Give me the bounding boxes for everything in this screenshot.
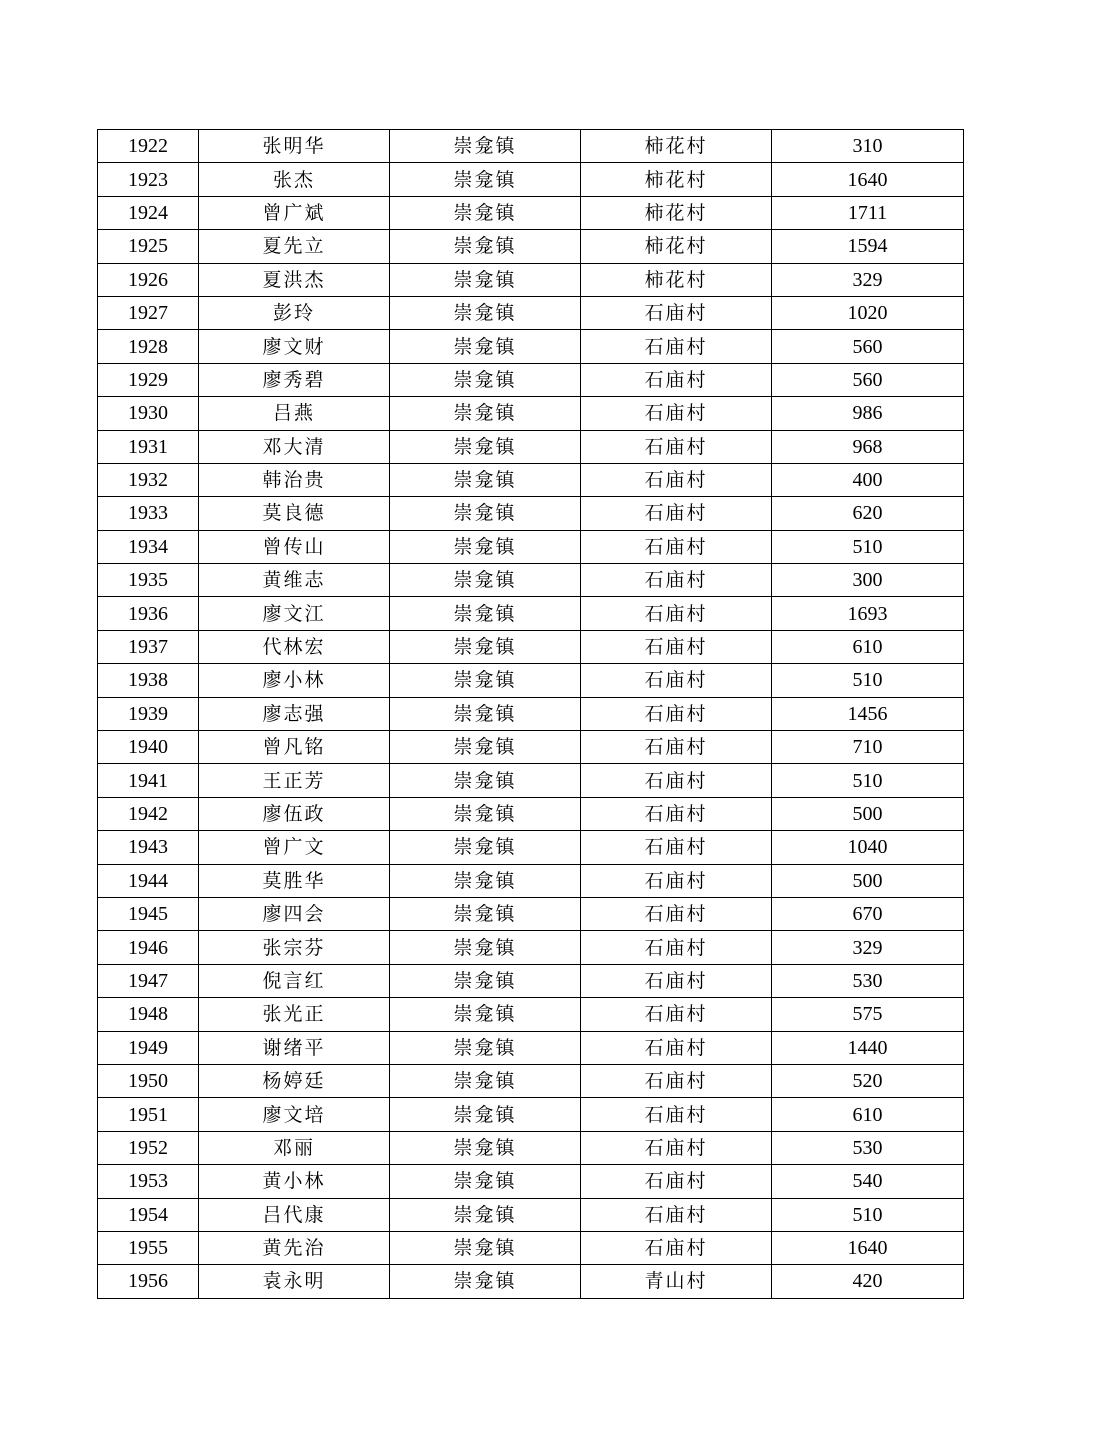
table-row (98, 1165, 964, 1198)
village-cell: 石庙村 (581, 363, 772, 396)
town-cell: 崇龛镇 (390, 964, 581, 997)
amount-cell: 1040 (772, 831, 964, 864)
amount-cell: 560 (772, 363, 964, 396)
village-cell: 石庙村 (581, 564, 772, 597)
name-cell: 杨婷廷 (199, 1064, 390, 1097)
name-cell: 吕燕 (199, 397, 390, 430)
village-cell: 石庙村 (581, 497, 772, 530)
name-cell: 张杰 (199, 163, 390, 196)
town-cell: 崇龛镇 (390, 1231, 581, 1264)
village-cell: 石庙村 (581, 597, 772, 630)
amount-cell: 575 (772, 998, 964, 1031)
name-cell: 邓大清 (199, 430, 390, 463)
name-cell: 莫良德 (199, 497, 390, 530)
row-number-cell: 1926 (98, 263, 199, 296)
town-cell: 崇龛镇 (390, 597, 581, 630)
amount-cell: 610 (772, 1098, 964, 1131)
table-row (98, 497, 964, 530)
town-cell: 崇龛镇 (390, 463, 581, 496)
village-cell: 石庙村 (581, 1031, 772, 1064)
row-number-cell: 1933 (98, 497, 199, 530)
row-number-cell: 1922 (98, 130, 199, 163)
table-row (98, 1198, 964, 1231)
table-row (98, 931, 964, 964)
amount-cell: 670 (772, 897, 964, 930)
name-cell: 廖志强 (199, 697, 390, 730)
amount-cell: 300 (772, 564, 964, 597)
town-cell: 崇龛镇 (390, 1265, 581, 1298)
town-cell: 崇龛镇 (390, 1031, 581, 1064)
amount-cell: 329 (772, 263, 964, 296)
town-cell: 崇龛镇 (390, 330, 581, 363)
name-cell: 廖文江 (199, 597, 390, 630)
town-cell: 崇龛镇 (390, 296, 581, 329)
table-row (98, 697, 964, 730)
table-row (98, 764, 964, 797)
row-number-cell: 1937 (98, 630, 199, 663)
table-row (98, 964, 964, 997)
town-cell: 崇龛镇 (390, 797, 581, 830)
table-row (98, 196, 964, 229)
amount-cell: 510 (772, 664, 964, 697)
row-number-cell: 1935 (98, 564, 199, 597)
village-cell: 石庙村 (581, 296, 772, 329)
amount-cell: 530 (772, 964, 964, 997)
row-number-cell: 1936 (98, 597, 199, 630)
amount-cell: 500 (772, 797, 964, 830)
row-number-cell: 1925 (98, 230, 199, 263)
amount-cell: 1640 (772, 1231, 964, 1264)
town-cell: 崇龛镇 (390, 363, 581, 396)
row-number-cell: 1930 (98, 397, 199, 430)
village-cell: 石庙村 (581, 897, 772, 930)
name-cell: 莫胜华 (199, 864, 390, 897)
amount-cell: 560 (772, 330, 964, 363)
table-row (98, 530, 964, 563)
name-cell: 廖文培 (199, 1098, 390, 1131)
name-cell: 代林宏 (199, 630, 390, 663)
amount-cell: 520 (772, 1064, 964, 1097)
town-cell: 崇龛镇 (390, 130, 581, 163)
amount-cell: 400 (772, 463, 964, 496)
table-row (98, 230, 964, 263)
row-number-cell: 1923 (98, 163, 199, 196)
row-number-cell: 1953 (98, 1165, 199, 1198)
name-cell: 黄维志 (199, 564, 390, 597)
row-number-cell: 1948 (98, 998, 199, 1031)
amount-cell: 500 (772, 864, 964, 897)
town-cell: 崇龛镇 (390, 263, 581, 296)
row-number-cell: 1951 (98, 1098, 199, 1131)
row-number-cell: 1945 (98, 897, 199, 930)
table-row (98, 897, 964, 930)
row-number-cell: 1928 (98, 330, 199, 363)
village-cell: 石庙村 (581, 964, 772, 997)
name-cell: 吕代康 (199, 1198, 390, 1231)
table-row (98, 430, 964, 463)
table-row (98, 130, 964, 163)
name-cell: 廖伍政 (199, 797, 390, 830)
row-number-cell: 1942 (98, 797, 199, 830)
amount-cell: 420 (772, 1265, 964, 1298)
row-number-cell: 1952 (98, 1131, 199, 1164)
row-number-cell: 1949 (98, 1031, 199, 1064)
village-cell: 石庙村 (581, 1064, 772, 1097)
table-row (98, 1064, 964, 1097)
amount-cell: 986 (772, 397, 964, 430)
village-cell: 石庙村 (581, 1165, 772, 1198)
town-cell: 崇龛镇 (390, 1198, 581, 1231)
amount-cell: 310 (772, 130, 964, 163)
village-cell: 石庙村 (581, 664, 772, 697)
village-cell: 石庙村 (581, 397, 772, 430)
table-row (98, 1265, 964, 1298)
village-cell: 石庙村 (581, 430, 772, 463)
town-cell: 崇龛镇 (390, 731, 581, 764)
table-row (98, 263, 964, 296)
town-cell: 崇龛镇 (390, 697, 581, 730)
town-cell: 崇龛镇 (390, 1064, 581, 1097)
row-number-cell: 1931 (98, 430, 199, 463)
row-number-cell: 1934 (98, 530, 199, 563)
town-cell: 崇龛镇 (390, 196, 581, 229)
name-cell: 黄小林 (199, 1165, 390, 1198)
table-row (98, 1098, 964, 1131)
record-table (97, 129, 964, 1299)
table-row (98, 463, 964, 496)
name-cell: 廖文财 (199, 330, 390, 363)
table-row (98, 731, 964, 764)
table-row (98, 363, 964, 396)
name-cell: 廖四会 (199, 897, 390, 930)
amount-cell: 1440 (772, 1031, 964, 1064)
village-cell: 石庙村 (581, 831, 772, 864)
table-row (98, 864, 964, 897)
amount-cell: 510 (772, 764, 964, 797)
amount-cell: 329 (772, 931, 964, 964)
town-cell: 崇龛镇 (390, 764, 581, 797)
name-cell: 夏洪杰 (199, 263, 390, 296)
table-row (98, 296, 964, 329)
name-cell: 曾广文 (199, 831, 390, 864)
town-cell: 崇龛镇 (390, 831, 581, 864)
name-cell: 倪言红 (199, 964, 390, 997)
name-cell: 王正芳 (199, 764, 390, 797)
name-cell: 袁永明 (199, 1265, 390, 1298)
amount-cell: 1020 (772, 296, 964, 329)
row-number-cell: 1954 (98, 1198, 199, 1231)
record-table-body (98, 130, 964, 1299)
name-cell: 谢绪平 (199, 1031, 390, 1064)
amount-cell: 1594 (772, 230, 964, 263)
village-cell: 石庙村 (581, 764, 772, 797)
name-cell: 张光正 (199, 998, 390, 1031)
town-cell: 崇龛镇 (390, 564, 581, 597)
village-cell: 柿花村 (581, 163, 772, 196)
table-row (98, 797, 964, 830)
table-row (98, 1231, 964, 1264)
town-cell: 崇龛镇 (390, 163, 581, 196)
amount-cell: 610 (772, 630, 964, 663)
name-cell: 曾凡铭 (199, 731, 390, 764)
amount-cell: 510 (772, 1198, 964, 1231)
amount-cell: 1693 (772, 597, 964, 630)
name-cell: 张宗芬 (199, 931, 390, 964)
village-cell: 石庙村 (581, 697, 772, 730)
row-number-cell: 1938 (98, 664, 199, 697)
town-cell: 崇龛镇 (390, 397, 581, 430)
village-cell: 石庙村 (581, 931, 772, 964)
name-cell: 曾广斌 (199, 196, 390, 229)
row-number-cell: 1927 (98, 296, 199, 329)
town-cell: 崇龛镇 (390, 430, 581, 463)
row-number-cell: 1929 (98, 363, 199, 396)
row-number-cell: 1944 (98, 864, 199, 897)
name-cell: 廖秀碧 (199, 363, 390, 396)
row-number-cell: 1941 (98, 764, 199, 797)
town-cell: 崇龛镇 (390, 497, 581, 530)
table-row (98, 163, 964, 196)
row-number-cell: 1924 (98, 196, 199, 229)
village-cell: 石庙村 (581, 864, 772, 897)
town-cell: 崇龛镇 (390, 530, 581, 563)
village-cell: 青山村 (581, 1265, 772, 1298)
name-cell: 韩治贵 (199, 463, 390, 496)
table-row (98, 597, 964, 630)
village-cell: 石庙村 (581, 463, 772, 496)
village-cell: 柿花村 (581, 130, 772, 163)
row-number-cell: 1956 (98, 1265, 199, 1298)
table-row (98, 397, 964, 430)
row-number-cell: 1950 (98, 1064, 199, 1097)
name-cell: 邓丽 (199, 1131, 390, 1164)
amount-cell: 1456 (772, 697, 964, 730)
village-cell: 石庙村 (581, 530, 772, 563)
amount-cell: 620 (772, 497, 964, 530)
town-cell: 崇龛镇 (390, 931, 581, 964)
table-row (98, 564, 964, 597)
name-cell: 张明华 (199, 130, 390, 163)
amount-cell: 1711 (772, 196, 964, 229)
village-cell: 石庙村 (581, 1231, 772, 1264)
name-cell: 曾传山 (199, 530, 390, 563)
town-cell: 崇龛镇 (390, 664, 581, 697)
name-cell: 黄先治 (199, 1231, 390, 1264)
village-cell: 石庙村 (581, 330, 772, 363)
row-number-cell: 1955 (98, 1231, 199, 1264)
table-row (98, 330, 964, 363)
table-row (98, 630, 964, 663)
amount-cell: 540 (772, 1165, 964, 1198)
town-cell: 崇龛镇 (390, 998, 581, 1031)
village-cell: 石庙村 (581, 1198, 772, 1231)
table-row (98, 664, 964, 697)
amount-cell: 510 (772, 530, 964, 563)
name-cell: 廖小林 (199, 664, 390, 697)
table-row (98, 1131, 964, 1164)
town-cell: 崇龛镇 (390, 1165, 581, 1198)
town-cell: 崇龛镇 (390, 1098, 581, 1131)
amount-cell: 968 (772, 430, 964, 463)
village-cell: 石庙村 (581, 1098, 772, 1131)
town-cell: 崇龛镇 (390, 630, 581, 663)
table-row (98, 1031, 964, 1064)
amount-cell: 530 (772, 1131, 964, 1164)
town-cell: 崇龛镇 (390, 897, 581, 930)
village-cell: 石庙村 (581, 797, 772, 830)
village-cell: 石庙村 (581, 1131, 772, 1164)
row-number-cell: 1943 (98, 831, 199, 864)
village-cell: 柿花村 (581, 230, 772, 263)
name-cell: 夏先立 (199, 230, 390, 263)
amount-cell: 1640 (772, 163, 964, 196)
village-cell: 石庙村 (581, 731, 772, 764)
town-cell: 崇龛镇 (390, 230, 581, 263)
name-cell: 彭玲 (199, 296, 390, 329)
row-number-cell: 1940 (98, 731, 199, 764)
row-number-cell: 1932 (98, 463, 199, 496)
village-cell: 石庙村 (581, 630, 772, 663)
row-number-cell: 1947 (98, 964, 199, 997)
town-cell: 崇龛镇 (390, 864, 581, 897)
village-cell: 柿花村 (581, 196, 772, 229)
amount-cell: 710 (772, 731, 964, 764)
town-cell: 崇龛镇 (390, 1131, 581, 1164)
table-row (98, 831, 964, 864)
row-number-cell: 1946 (98, 931, 199, 964)
village-cell: 石庙村 (581, 998, 772, 1031)
row-number-cell: 1939 (98, 697, 199, 730)
table-row (98, 998, 964, 1031)
village-cell: 柿花村 (581, 263, 772, 296)
